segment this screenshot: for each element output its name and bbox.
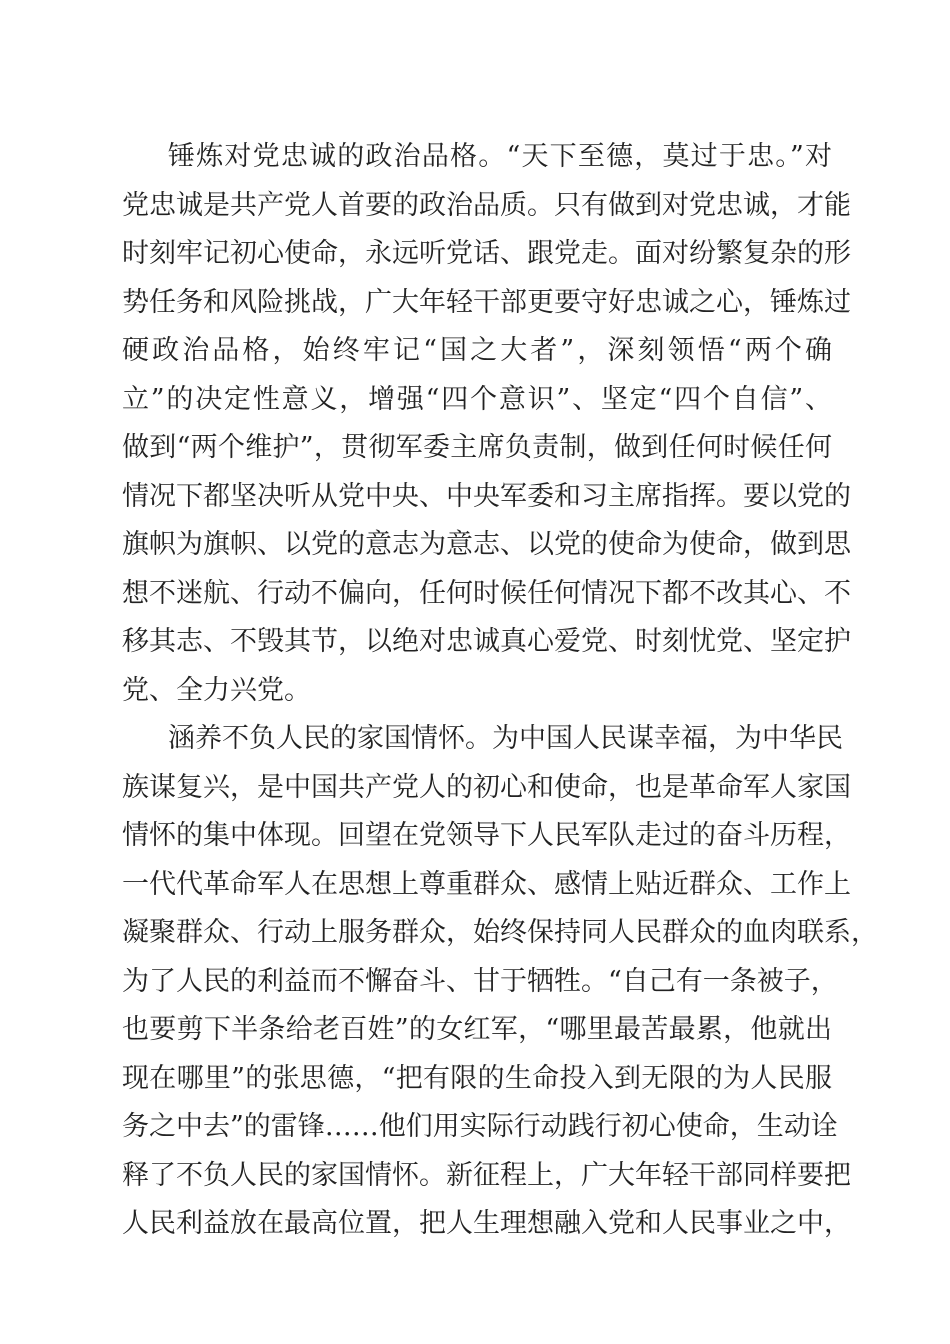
text-line: 族谋复兴，是中国共产党人的初心和使命，也是革命军人家国 [122,771,851,803]
text-line: 硬政治品格，始终牢记“国之大者”，深刻领悟“两个确 [122,335,832,366]
text-line: 时刻牢记初心使命，永远听党话、跟党走。面对纷繁复杂的形 [122,238,851,269]
text-line: 凝聚群众、行动上服务群众，始终保持同人民群众的血肉联系， [122,917,878,948]
text-line: 为了人民的利益而不懈奋斗、甘于牺牲。“自己有一条被子， [122,965,838,997]
text-line: 现在哪里”的张思德，“把有限的生命投入到无限的为人民服 [122,1062,832,1094]
text-line: 党忠诚是共产党人首要的政治品质。只有做到对党忠诚，才能 [122,189,851,221]
text-line: 党、全力兴党。 [122,674,311,706]
text-line: 势任务和风险挑战，广大年轻干部更要守好忠诚之心，锤炼过 [122,286,851,318]
paragraph-loyalty [122,133,851,715]
body-text [122,133,878,1249]
text-line: 锤炼对党忠诚的政治品格。“天下至德，莫过于忠。”对 [168,141,832,172]
text-line: 涵养不负人民的家国情怀。为中国人民谋幸福，为中华民 [168,723,843,754]
text-line: 想不迷航、行动不偏向，任何时候任何情况下都不改其心、不 [122,577,851,609]
text-line: 做到“两个维护”，贯彻军委主席负责制，做到任何时候任何 [122,432,832,463]
text-line: 情况下都坚决听从党中央、中央军委和习主席指挥。要以党的 [122,480,851,512]
text-line: 一代代革命军人在思想上尊重群众、感情上贴近群众、工作上 [122,868,851,900]
text-line: 立”的决定性意义，增强“四个意识”、坚定“四个自信”、 [122,383,832,415]
text-line: 释了不负人民的家国情怀。新征程上，广大年轻干部同样要把 [122,1159,851,1191]
text-line: 人民利益放在最高位置，把人生理想融入党和人民事业之中， [122,1208,851,1239]
text-line: 也要剪下半条给老百姓”的女红军，“哪里最苦最累，他就出 [122,1014,832,1045]
text-line: 情怀的集中体现。回望在党领导下人民军队走过的奋斗历程， [122,820,851,851]
text-line: 务之中去”的雷锋……他们用实际行动践行初心使命，生动诠 [122,1111,838,1142]
text-line: 旗帜为旗帜、以党的意志为意志、以党的使命为使命，做到思 [122,529,851,560]
paragraph-patriotism [122,715,878,1249]
text-line: 移其志、不毁其节，以绝对忠诚真心爱党、时刻忧党、坚定护 [122,626,851,657]
